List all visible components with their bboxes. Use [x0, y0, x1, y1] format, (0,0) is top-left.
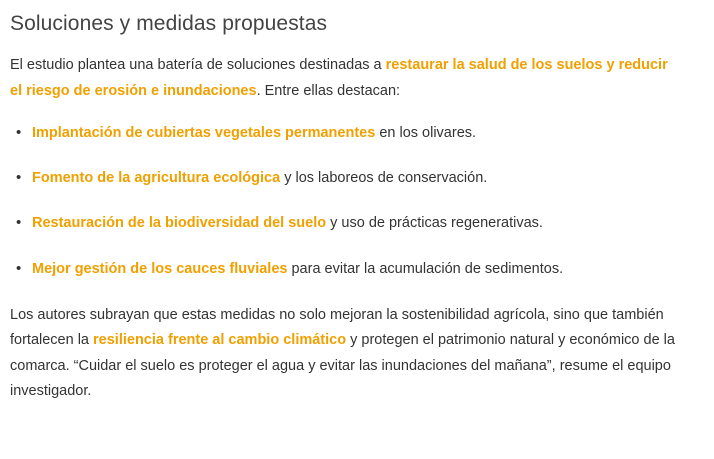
- list-item: [10, 212, 700, 235]
- closing-paragraph: [10, 303, 680, 405]
- intro-text-before: El estudio plantea una batería de soluciones destinadas a: [10, 57, 386, 74]
- page-title: Soluciones y medidas propuestas: [10, 12, 328, 35]
- list-item-rest: y uso de prácticas regenerativas.: [326, 215, 543, 232]
- intro-highlight: restaurar la salud de los suelos y reducir el riesgo de erosión e inundaciones: [10, 57, 668, 99]
- list-item-lead: Mejor gestión de los cauces fluviales: [32, 260, 288, 277]
- list-item: [10, 122, 700, 145]
- list-item-rest: y los laboreos de conservación.: [280, 170, 488, 187]
- list-item: [10, 258, 700, 281]
- list-item-lead: Fomento de la agricultura ecológica: [32, 170, 281, 187]
- closing-text-after: y protegen el patrimonio natural y económico de la comarca. “Cuidar el suelo es proteger el agua y evitar las inundaciones del mañana”, resume el equipo investigador.: [10, 332, 675, 399]
- list-item-lead: Restauración de la biodiversidad del suelo: [32, 215, 327, 232]
- list-item-rest: para evitar la acumulación de sedimentos.: [287, 260, 564, 277]
- closing-highlight: resiliencia frente al cambio climático: [93, 332, 347, 349]
- intro-text-after: . Entre ellas destacan:: [256, 82, 401, 99]
- closing-text-before: Los autores subrayan que estas medidas no solo mejoran la sostenibilidad agrícola, sino que también fortalecen la: [10, 306, 664, 349]
- list-item: [10, 167, 700, 190]
- measures-list: [10, 122, 700, 281]
- list-item-lead: Implantación de cubiertas vegetales permanentes: [32, 125, 376, 142]
- list-item-rest: en los olivares.: [375, 125, 477, 142]
- intro-paragraph: [10, 53, 680, 104]
